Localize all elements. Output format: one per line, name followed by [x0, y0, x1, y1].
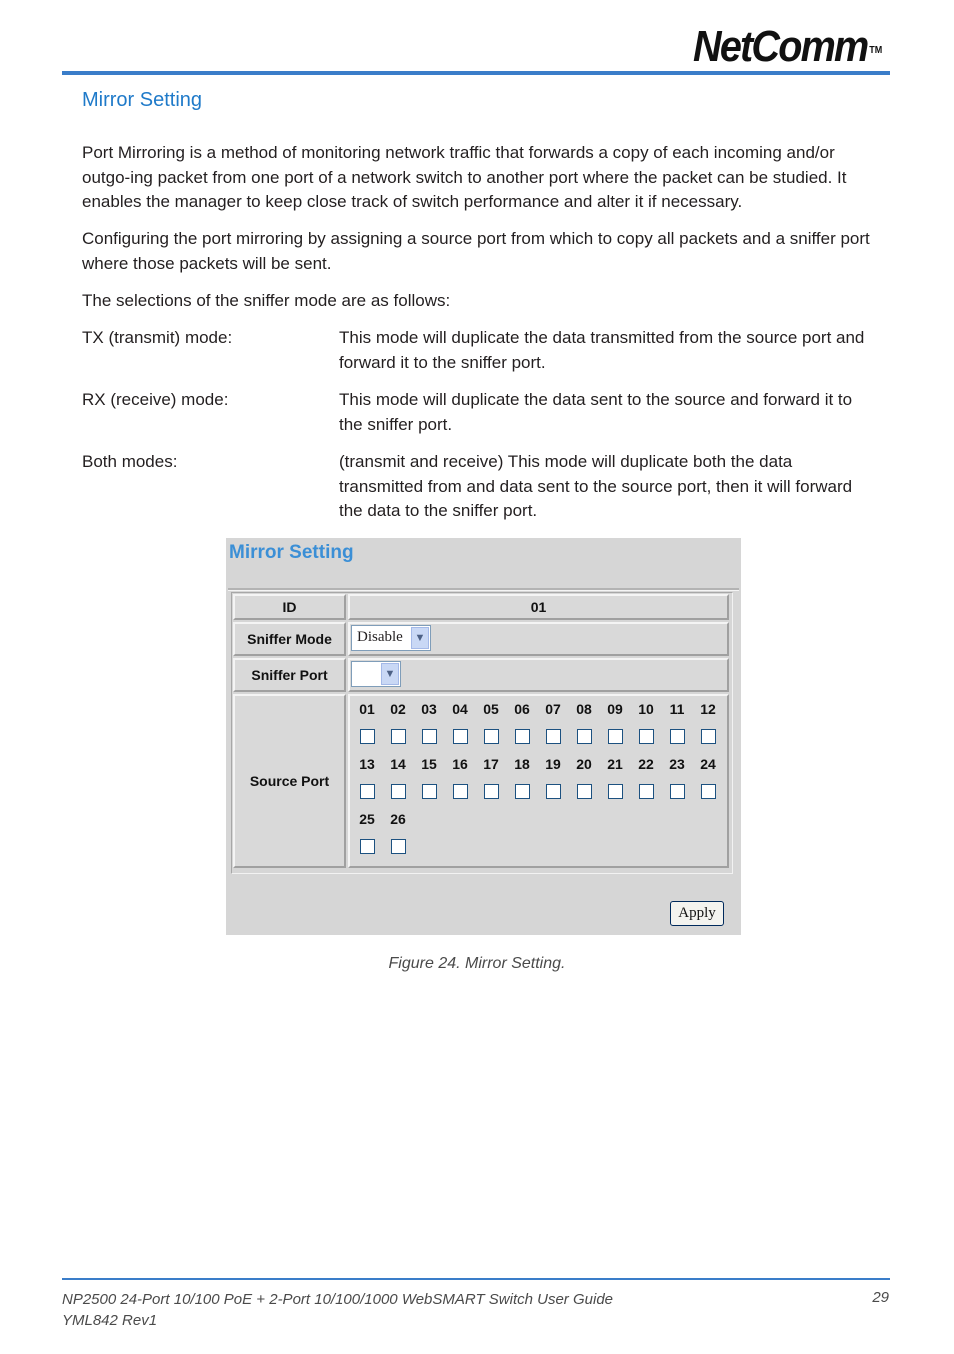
source-port-number: 14 [390, 756, 406, 772]
source-port-number: 03 [421, 701, 437, 717]
trademark-mark: TM [868, 45, 882, 56]
source-port-checkbox[interactable] [639, 729, 654, 744]
apply-button[interactable]: Apply [670, 901, 724, 926]
sniffer-mode-select[interactable] [351, 625, 431, 651]
source-port-checkbox[interactable] [546, 784, 561, 799]
source-port-checkbox[interactable] [422, 784, 437, 799]
section-title: Mirror Setting [82, 89, 203, 111]
source-port-number: 16 [452, 756, 468, 772]
figure-caption: Figure 24. Mirror Setting. [388, 955, 566, 972]
paragraph-selections: The selections of the sniffer mode are as follows: [82, 291, 451, 310]
source-port-checkbox[interactable] [577, 729, 592, 744]
source-port-number: 25 [359, 811, 375, 827]
id-value: 01 [348, 594, 729, 620]
source-port-checkbox[interactable] [670, 729, 685, 744]
source-port-checkbox[interactable] [484, 729, 499, 744]
sniffer-port-cell [348, 658, 729, 692]
source-port-number: 12 [700, 701, 716, 717]
source-port-number: 18 [514, 756, 530, 772]
netcomm-logo: NetComm ™ [692, 22, 882, 71]
screenshot-divider [228, 588, 739, 591]
source-port-number: 24 [700, 756, 716, 772]
mode-desc-rx: This mode will duplicate the data sent to the source and forward it to the sniffer port. [339, 390, 853, 434]
sniffer-mode-value: Disable [357, 629, 403, 645]
source-port-checkbox[interactable] [484, 784, 499, 799]
source-port-checkbox[interactable] [577, 784, 592, 799]
source-port-number: 06 [514, 701, 530, 717]
source-port-checkbox[interactable] [391, 729, 406, 744]
source-port-number: 05 [483, 701, 499, 717]
sniffer-mode-label: Sniffer Mode [233, 622, 346, 656]
source-port-checkbox[interactable] [360, 784, 375, 799]
source-port-checkbox[interactable] [453, 729, 468, 744]
mirror-setting-table [231, 592, 733, 874]
footer-text [62, 1289, 613, 1331]
source-port-checkbox[interactable] [360, 839, 375, 854]
header-rule [62, 71, 890, 75]
source-port-number: 04 [452, 701, 468, 717]
mode-term-rx: RX (receive) mode: [82, 390, 229, 409]
source-port-checkbox[interactable] [639, 784, 654, 799]
source-port-number: 17 [483, 756, 499, 772]
source-port-checkbox[interactable] [360, 729, 375, 744]
chevron-down-icon[interactable]: ▼ [381, 663, 399, 685]
source-port-checkbox[interactable] [453, 784, 468, 799]
source-port-number: 23 [669, 756, 685, 772]
source-port-checkbox[interactable] [670, 784, 685, 799]
source-port-number: 08 [576, 701, 592, 717]
source-port-checkbox[interactable] [515, 729, 530, 744]
mode-term-tx: TX (transmit) mode: [82, 328, 233, 347]
source-port-checkbox[interactable] [701, 784, 716, 799]
source-port-number: 22 [638, 756, 654, 772]
source-port-number: 01 [359, 701, 375, 717]
source-port-number: 26 [390, 811, 406, 827]
source-port-number: 19 [545, 756, 561, 772]
chevron-down-icon[interactable]: ▼ [411, 627, 429, 649]
mode-desc-both: (transmit and receive) This mode will duplicate both the data transmitted from and data sent to the source port, then it will forward the data to the sniffer port. [339, 452, 853, 520]
sniffer-port-label: Sniffer Port [233, 658, 346, 692]
source-port-checkbox[interactable] [391, 784, 406, 799]
sniffer-port-select[interactable] [351, 661, 401, 687]
source-port-checkbox[interactable] [515, 784, 530, 799]
source-port-number: 15 [421, 756, 437, 772]
mode-desc-tx: This mode will duplicate the data transmitted from the source port and forward it to the sniffer port. [339, 328, 865, 372]
source-port-number: 11 [669, 701, 685, 717]
source-port-checkbox[interactable] [608, 784, 623, 799]
source-port-number: 20 [576, 756, 592, 772]
source-port-checkbox[interactable] [391, 839, 406, 854]
mode-term-both: Both modes: [82, 452, 178, 471]
source-port-checkbox[interactable] [422, 729, 437, 744]
mirror-setting-screenshot [226, 538, 741, 935]
page-number: 29 [872, 1289, 889, 1306]
revision: YML842 Rev1 [62, 1312, 158, 1329]
source-port-number: 09 [607, 701, 623, 717]
source-port-number: 10 [638, 701, 654, 717]
footer-rule [62, 1278, 890, 1280]
source-port-checkbox[interactable] [546, 729, 561, 744]
screenshot-title: Mirror Setting [229, 542, 354, 563]
source-port-number: 13 [359, 756, 375, 772]
paragraph-intro: Port Mirroring is a method of monitoring network traffic that forwards a copy of each incoming and/or outgo-ing packet from one port of a network switch to another port where the packet can be studied. It enables the manager to keep close track of switch performance and alter it if necessary. [82, 143, 847, 211]
source-port-number: 21 [607, 756, 623, 772]
source-port-checkbox[interactable] [701, 729, 716, 744]
source-port-number: 07 [545, 701, 561, 717]
source-port-checkbox[interactable] [608, 729, 623, 744]
guide-title: NP2500 24-Port 10/100 PoE + 2-Port 10/100/1000 WebSMART Switch User Guide [62, 1291, 614, 1308]
source-port-label: Source Port [233, 694, 346, 868]
paragraph-configuring: Configuring the port mirroring by assigning a source port from which to copy all packets and a sniffer port where those packets will be sent. [82, 229, 870, 273]
id-label: ID [233, 594, 346, 620]
source-port-number: 02 [390, 701, 406, 717]
